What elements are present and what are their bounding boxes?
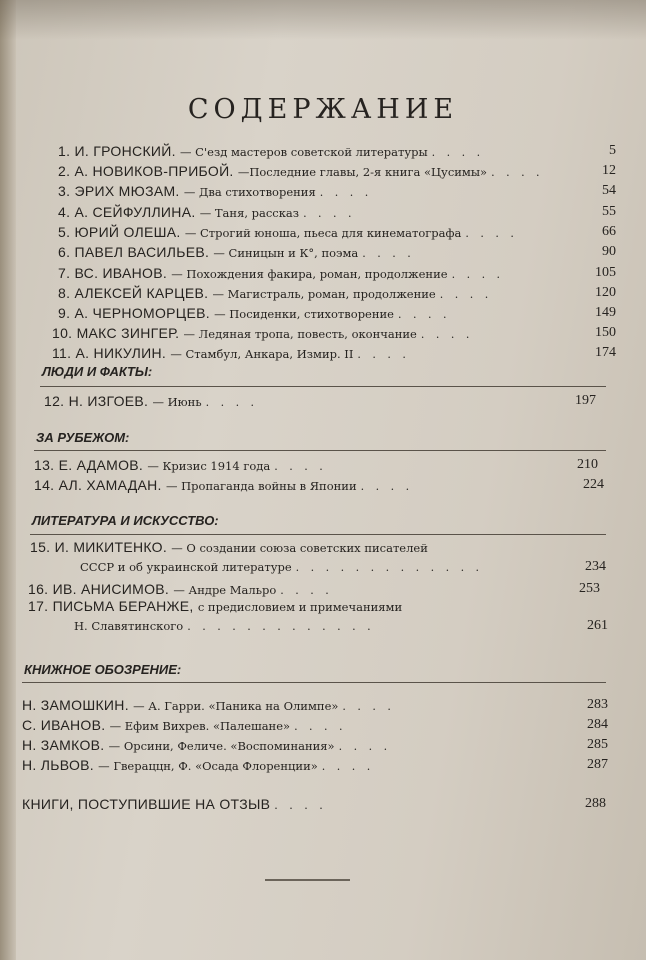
- entry-author: ЮРИЙ ОЛЕША.: [74, 224, 181, 240]
- entry-number: 7.: [58, 265, 71, 281]
- entry-text: [34, 456, 327, 476]
- entry-page-number: 54: [602, 183, 616, 198]
- entry-number: 12.: [44, 393, 65, 409]
- toc-entry: [0, 162, 646, 180]
- section-rule: [22, 682, 606, 683]
- entry-author: А. ЧЕРНОМОРЦЕВ.: [74, 305, 210, 321]
- entry-author: А. НОВИКОВ-ПРИБОЙ.: [74, 163, 234, 179]
- dot-leader: . . . .: [294, 720, 347, 733]
- entry-number: 13.: [34, 457, 55, 473]
- entry-number: 1.: [58, 143, 71, 159]
- toc-entry: [0, 344, 646, 362]
- entry-number: 10.: [52, 325, 73, 341]
- dot-leader: . . . . . . . . . . . . .: [295, 561, 484, 574]
- dot-leader: . . . .: [439, 288, 493, 301]
- entry-work-title: — О создании союза советских писателей: [171, 541, 428, 555]
- dot-leader: . . . .: [362, 247, 415, 260]
- entry-text: [58, 142, 484, 162]
- entry-page-number: 283: [587, 697, 608, 712]
- entry-work-title: — Строгий юноша, пьеса для кинематографа: [184, 226, 462, 240]
- section-heading: ЛИТЕРАТУРА И ИСКУССТВО:: [32, 513, 219, 528]
- entry-work-title: — Кризис 1914 года: [147, 459, 271, 473]
- toc-entry: [0, 223, 646, 241]
- section-rule: [30, 534, 606, 535]
- toc-entry: [0, 580, 646, 598]
- entry-work-title: — Гвераццн, Ф. «Осада Флоренции»: [98, 759, 318, 773]
- entry-page-number: 210: [577, 457, 598, 472]
- entry-text: [58, 264, 504, 284]
- entry-author: Н. ИЗГОЕВ.: [68, 393, 149, 409]
- entry-page-number: 197: [575, 393, 596, 408]
- entry-page-number: 285: [587, 737, 608, 752]
- entry-work-title-continued: Н. Славятинского: [74, 619, 184, 633]
- entry-page-number: 174: [595, 345, 616, 360]
- dot-leader: . . . .: [342, 700, 395, 713]
- entry-author: ПИСЬМА БЕРАНЖЕ,: [52, 598, 194, 614]
- entry-work-title: —Последние главы, 2-я книга «Цусимы»: [237, 165, 488, 179]
- dot-leader: . . . .: [357, 348, 410, 361]
- toc-entry: [0, 795, 646, 813]
- entry-author: А. НИКУЛИН.: [75, 345, 167, 361]
- toc-entry: [0, 203, 646, 221]
- entry-work-title: — А. Гарри. «Паника на Олимпе»: [133, 699, 339, 713]
- entry-author: А. СЕЙФУЛЛИНА.: [74, 204, 196, 220]
- entry-page-number: 261: [587, 618, 608, 633]
- section-heading: ЛЮДИ И ФАКТЫ:: [42, 364, 153, 379]
- entry-text: [22, 756, 374, 776]
- entry-text: [58, 223, 518, 243]
- entry-number: 2.: [58, 163, 71, 179]
- entry-text: [58, 162, 544, 182]
- entry-work-title: — Таня, рассказ: [199, 206, 300, 220]
- entry-number: 8.: [58, 285, 71, 301]
- entry-number: 9.: [58, 305, 71, 321]
- entry-author: АЛЕКСЕЙ КАРЦЕВ.: [74, 285, 209, 301]
- entry-author: ИВ. АНИСИМОВ.: [52, 581, 170, 597]
- entry-author: И. МИКИТЕНКО.: [54, 539, 168, 555]
- dot-leader: . . . .: [280, 584, 333, 597]
- entry-page-number: 66: [602, 224, 616, 239]
- toc-entry: [0, 392, 646, 410]
- entry-author: ПАВЕЛ ВАСИЛЬЕВ.: [74, 244, 210, 260]
- dot-leader: . . . .: [465, 227, 518, 240]
- entry-number: 16.: [28, 581, 49, 597]
- entry-work-title: — Пропаганда войны в Японии: [165, 479, 357, 493]
- dot-leader: . . . .: [398, 308, 451, 321]
- entry-text: [30, 538, 428, 558]
- entry-number: 4.: [58, 204, 71, 220]
- entry-page-number: 287: [587, 757, 608, 772]
- section-heading: ЗА РУБЕЖОМ:: [36, 430, 130, 445]
- entry-page-number: 234: [585, 559, 606, 574]
- dot-leader: . . . .: [360, 480, 414, 493]
- entry-work-title: — С'езд мастеров советской литературы: [180, 145, 428, 159]
- toc-entry: [0, 264, 646, 282]
- entry-text: [58, 243, 415, 263]
- toc-entry: [0, 538, 646, 574]
- entry-author: ЭРИХ МЮЗАМ.: [74, 183, 180, 199]
- dot-leader: . . . .: [431, 146, 485, 159]
- bottom-divider: [265, 879, 350, 881]
- entry-work-title: — Ледяная тропа, повесть, окончание: [183, 327, 417, 341]
- entry-author: КНИГИ, ПОСТУПИВШИЕ НА ОТЗЫВ: [22, 796, 271, 812]
- entry-page-number: 150: [595, 325, 616, 340]
- toc-entry: [0, 756, 646, 774]
- entry-author: Н. ЛЬВОВ.: [22, 757, 94, 773]
- entry-author: МАКС ЗИНГЕР.: [76, 325, 180, 341]
- dot-leader: . . . .: [274, 460, 327, 473]
- entry-page-number: 284: [587, 717, 608, 732]
- toc-entry: [0, 304, 646, 322]
- entry-number: 15.: [30, 539, 51, 555]
- entry-text: [34, 476, 413, 496]
- dot-leader: . . . .: [420, 328, 474, 341]
- entry-page-number: 5: [609, 143, 616, 158]
- entry-page-number: 149: [595, 305, 616, 320]
- entry-work-title-continued: СССР и об украинской литературе: [80, 560, 292, 574]
- entry-work-title: — Стамбул, Анкара, Измир. II: [170, 347, 354, 361]
- entry-text-continued: [74, 617, 375, 636]
- dot-leader: . . . . . . . . . . . . .: [187, 620, 375, 633]
- entry-text: [52, 344, 410, 364]
- toc-entry: [0, 597, 646, 633]
- entry-author: АЛ. ХАМАДАН.: [58, 477, 162, 493]
- toc-entry: [0, 243, 646, 261]
- entry-work-title: — Июнь: [152, 395, 202, 409]
- section-rule: [34, 450, 606, 451]
- entry-text: [58, 182, 372, 202]
- entry-text: [22, 795, 327, 815]
- entry-author: С. ИВАНОВ.: [22, 717, 106, 733]
- entry-work-title: — Похождения факира, роман, продолжение: [171, 267, 448, 281]
- dot-leader: . . . .: [205, 396, 259, 409]
- entry-number: 6.: [58, 244, 71, 260]
- entry-page-number: 288: [585, 796, 606, 811]
- entry-number: 17.: [28, 598, 49, 614]
- entry-number: 14.: [34, 477, 55, 493]
- dot-leader: . . . .: [321, 760, 375, 773]
- entry-text: [58, 203, 356, 223]
- toc-entry: [0, 284, 646, 302]
- entry-page-number: 90: [602, 244, 616, 259]
- entry-text: [28, 597, 402, 617]
- entry-author: Е. АДАМОВ.: [58, 457, 144, 473]
- dot-leader: . . . .: [274, 799, 327, 812]
- toc-entry: [0, 456, 646, 474]
- entry-work-title: — Орсини, Феличе. «Воспоминания»: [108, 739, 335, 753]
- toc-entry: [0, 182, 646, 200]
- entry-number: 11.: [52, 345, 72, 361]
- entry-text: [22, 716, 347, 736]
- entry-work-title: с предисловием и примечаниями: [197, 600, 403, 614]
- entry-work-title: — Андре Мальро: [173, 583, 277, 597]
- entry-page-number: 105: [595, 265, 616, 280]
- dot-leader: . . . .: [338, 740, 392, 753]
- entry-work-title: — Посиденки, стихотворение: [214, 307, 394, 321]
- entry-text: [58, 284, 492, 304]
- section-heading: КНИЖНОЕ ОБОЗРЕНИЕ:: [24, 662, 182, 677]
- entry-page-number: 12: [602, 163, 616, 178]
- page-title: СОДЕРЖАНИЕ: [187, 94, 459, 125]
- entry-author: И. ГРОНСКИЙ.: [74, 143, 176, 159]
- dot-leader: . . . .: [303, 207, 356, 220]
- entry-text: [22, 736, 391, 756]
- entry-author: Н. ЗАМОШКИН.: [22, 697, 129, 713]
- toc-entry: [0, 476, 646, 494]
- entry-page-number: 224: [583, 477, 604, 492]
- dot-leader: . . . .: [491, 166, 544, 179]
- dot-leader: . . . .: [319, 186, 373, 199]
- toc-entry: [0, 736, 646, 754]
- section-rule: [40, 386, 606, 387]
- entry-page-number: 120: [595, 285, 616, 300]
- entry-work-title: — Ефим Вихрев. «Палешане»: [109, 719, 291, 733]
- entry-page-number: 55: [602, 204, 616, 219]
- toc-entry: [0, 716, 646, 734]
- entry-work-title: — Магистраль, роман, продолжение: [212, 287, 436, 301]
- entry-text: [22, 696, 395, 716]
- entry-author: ВС. ИВАНОВ.: [74, 265, 168, 281]
- entry-text: [52, 324, 473, 344]
- entry-number: 3.: [58, 183, 71, 199]
- toc-entry: [0, 324, 646, 342]
- toc-entry: [0, 696, 646, 714]
- entry-text-continued: [80, 558, 483, 577]
- entry-work-title: — Синицын и К°, поэма: [213, 246, 359, 260]
- page-top-shadow: [0, 0, 646, 40]
- entry-number: 5.: [58, 224, 71, 240]
- entry-work-title: — Два стихотворения: [183, 185, 316, 199]
- toc-entry: [0, 142, 646, 160]
- entry-text: [44, 392, 258, 412]
- entry-text: [58, 304, 450, 324]
- entry-author: Н. ЗАМКОВ.: [22, 737, 105, 753]
- entry-page-number: 253: [579, 581, 600, 596]
- dot-leader: . . . .: [451, 268, 505, 281]
